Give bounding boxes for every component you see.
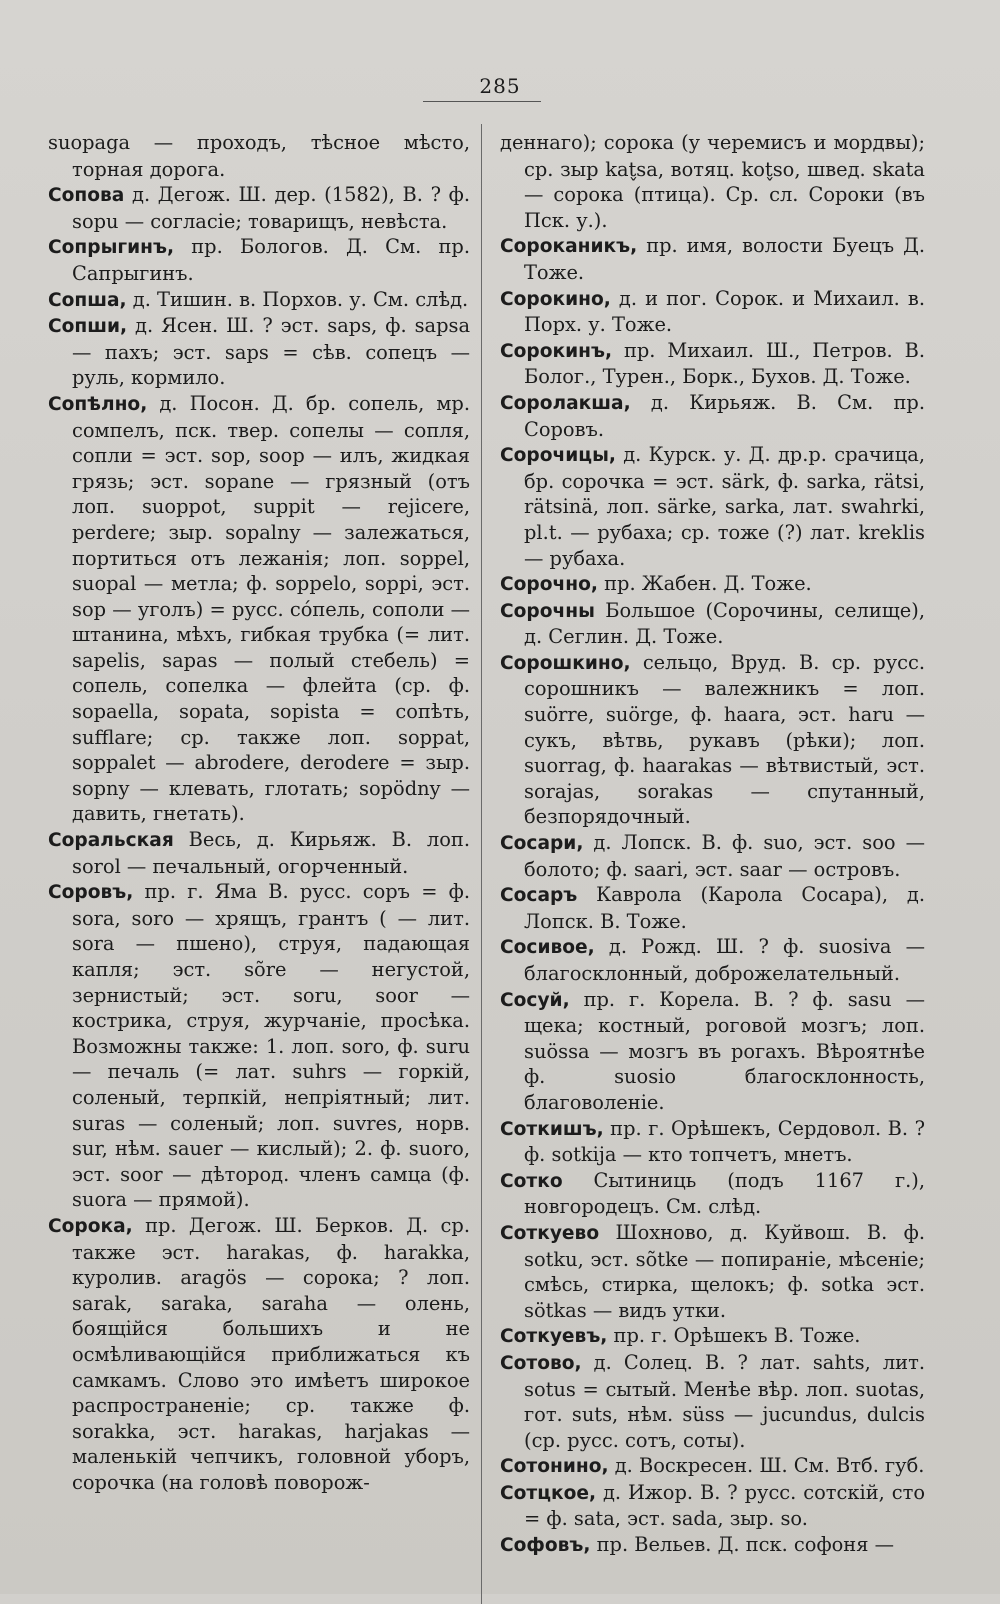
entry-text: suopaga — проходъ, тѣсное мѣсто, торная дорога. bbox=[48, 131, 470, 181]
dictionary-entry bbox=[500, 1350, 925, 1453]
entry-text: д. Курск. у. Д. др.р. срачица, бр. сорочка = эст. särk, ф. sarka, rätsi, rätsinä, лоп. särke, sarka, лат. swahrki, pl.t. — рубаха; ср. тоже (?) лат. kreklis — рубаха. bbox=[524, 443, 925, 570]
entry-text: д. Ясен. Ш. ? эст. saps, ф. sapsa — пахъ; эст. saps = сѣв. сопецъ — руль, кормило. bbox=[72, 314, 470, 390]
dictionary-entry bbox=[500, 286, 925, 338]
entry-headword: Соткуево bbox=[500, 1222, 600, 1244]
entry-headword: Соткуевъ, bbox=[500, 1326, 608, 1348]
dictionary-entry bbox=[500, 130, 925, 233]
entry-text: пр. г. Корела. В. ? ф. sasu — щека; костный, роговой мозгъ; лоп. suössa — мозгъ въ рогахъ. Вѣроятнѣе ф. suosio благосклонность, благоволеніе. bbox=[524, 987, 925, 1114]
dictionary-entry bbox=[500, 830, 925, 882]
entry-headword: Сорошкино, bbox=[500, 652, 631, 674]
entry-text: д. Солец. В. ? лат. sahts, лит. sotus = сытый. Менѣе вѣр. лоп. suotas, гот. suts, нѣм. süss — jucundus, dulcis (ср. русс. сотъ, соты). bbox=[524, 1350, 925, 1452]
entry-headword: Сопша, bbox=[48, 289, 127, 311]
dictionary-entry bbox=[500, 1480, 925, 1532]
entry-text: пр. г. Орѣшекъ, Сердовол. В. ? ф. sotkija — кто топчетъ, мнетъ. bbox=[524, 1116, 925, 1167]
entry-headword: Сосуй, bbox=[500, 989, 570, 1011]
entry-headword: Сорочицы, bbox=[500, 445, 616, 467]
entry-text: Большое (Сорочины, селище), д. Сеглин. Д. Тоже. bbox=[524, 598, 925, 649]
entry-text: д. Воскресен. Ш. См. Втб. губ. bbox=[608, 1454, 925, 1478]
entry-headword: Сорокинъ, bbox=[500, 340, 613, 362]
entry-text: д. Лопск. В. ф. suo, эст. soo — болото; ф. saari, эст. saar — островъ. bbox=[524, 831, 925, 881]
entry-headword: Сосари, bbox=[500, 833, 584, 855]
entry-headword: Сосаръ bbox=[500, 885, 578, 907]
entry-text: пр. Жабен. Д. Тоже. bbox=[597, 572, 812, 596]
dictionary-entry bbox=[48, 234, 470, 286]
entry-headword: Сотово, bbox=[500, 1352, 582, 1374]
entry-headword: Софовъ, bbox=[500, 1535, 591, 1557]
entry-headword: Соровъ, bbox=[48, 882, 134, 904]
dictionary-entry bbox=[48, 827, 470, 879]
entry-text: д. Ижор. В. ? русс. сотскій, сто = ф. sata, эст. sada, зыр. so. bbox=[524, 1480, 925, 1531]
entry-text: пр. имя, волости Буецъ Д. Тоже. bbox=[524, 234, 925, 284]
entry-text: пр. Михаил. Ш., Петров. В. Болог., Турен., Борк., Бухов. Д. Тоже. bbox=[524, 338, 925, 389]
column-divider bbox=[481, 124, 482, 1604]
dictionary-entry bbox=[500, 1220, 925, 1323]
entry-text: Каврола (Карола Сосара), д. Лопск. В. Тоже. bbox=[524, 883, 925, 933]
dictionary-entry bbox=[48, 1213, 470, 1496]
entry-text: Шохново, д. Куйвош. В. ф. sotku, эст. sõtke — попираніе, мѣсеніе; смѣсь, стирка, щелокъ; ф. sotka эст. sötkas — видъ утки. bbox=[524, 1220, 925, 1322]
dictionary-entry bbox=[500, 571, 925, 598]
entry-text: пр. г. Яма В. русс. соръ = ф. sora, soro — хрящъ, грантъ ( — лит. sora — пшено), струя, падающая капля; эст. sõre — негустой, зернистый; эст. soru, soor — кострика, струя, журчаніе, просѣка. Возможны также: 1. лоп. soro, ф. suru — печаль (= лат. suhrs — горкій, соленый, терпкій, непріятный; лит. suras — соленый; лоп. suvres, норв. sur, нѣм. sauer — кислый); 2. ф. suoro, эст. soor — дѣтород. членъ самца (ф. suora — прямой). bbox=[72, 880, 470, 1212]
entry-text: д. Дегож. Ш. дер. (1582), В. ? ф. sopu — согласіе; товарищъ, невѣста. bbox=[72, 183, 470, 233]
entry-text: пр. г. Орѣшекъ В. Тоже. bbox=[607, 1324, 861, 1348]
dictionary-entry bbox=[500, 1453, 925, 1480]
right-column bbox=[500, 130, 925, 1559]
entry-headword: Сорочно, bbox=[500, 574, 598, 596]
dictionary-entry bbox=[48, 182, 470, 234]
dictionary-entry bbox=[500, 1532, 925, 1559]
entry-text: д. и пог. Сорок. и Михаил. в. Порх. у. Тоже. bbox=[524, 286, 925, 337]
dictionary-entry bbox=[48, 287, 470, 314]
entry-headword: Сотцкое, bbox=[500, 1482, 597, 1504]
entry-headword: Сороканикъ, bbox=[500, 236, 638, 258]
entry-headword: Сопрыгинъ, bbox=[48, 237, 175, 259]
entry-headword: Соткишъ, bbox=[500, 1118, 604, 1140]
entry-text: пр. Дегож. Ш. Берков. Д. ср. также эст. harakas, ф. harakka, куролив. aragös — сорока; ? лоп. sarak, saraka, saraha — олень, боящійся большихъ и не осмѣливающійся приближаться къ самкамъ. Слово это имѣетъ широкое распространеніе; ср. также ф. sorakka, эст. harakas, harjakas — маленькій чепчикъ, головной уборъ, сорочка (на головѣ поворож- bbox=[72, 1213, 470, 1494]
entry-text: деннаго); сорока (у черемисъ и мордвы); ср. зыр kat̬sa, вотяц. kot̬so, швед. skata — сорока (птица). Ср. сл. Сороки (въ Пск. у.). bbox=[500, 131, 925, 232]
dictionary-entry bbox=[500, 598, 925, 650]
entry-text: пр. Бологов. Д. См. пр. Сапрыгинъ. bbox=[72, 235, 470, 285]
entry-headword: Сопѣлно, bbox=[48, 393, 148, 415]
dictionary-entry bbox=[500, 882, 925, 934]
dictionary-entry bbox=[500, 338, 925, 390]
dictionary-entry bbox=[48, 130, 470, 182]
entry-text: д. Рожд. Ш. ? ф. suosiva — благосклонный, доброжелательный. bbox=[524, 935, 925, 985]
entry-text: пр. Вельев. Д. пск. софоня — bbox=[590, 1533, 895, 1557]
entry-headword: Сотко bbox=[500, 1170, 563, 1192]
header-rule bbox=[423, 101, 541, 102]
dictionary-entry bbox=[500, 934, 925, 986]
dictionary-entry bbox=[500, 442, 925, 571]
entry-text: д. Кирьяж. В. См. пр. Соровъ. bbox=[524, 390, 925, 441]
entry-text: Весь, д. Кирьяж. В. лоп. sorol — печальный, огорченный. bbox=[72, 828, 470, 878]
entry-text: Сытиниць (подъ 1167 г.), новгородецъ. См. слѣд. bbox=[524, 1168, 925, 1219]
dictionary-entry bbox=[500, 1116, 925, 1168]
entry-text: сельцо, Вруд. В. ср. русс. сорошникъ — валежникъ = лоп. suörre, suörge, ф. haara, эст. haru — сукъ, вѣтвь, рукавъ (рѣки); лоп. suorrag, ф. haarakas — вѣтвистый, эст. sorajas, sorakas — спутанный, безпорядочный. bbox=[524, 650, 925, 829]
entry-headword: Сосивое, bbox=[500, 937, 595, 959]
dictionary-entry bbox=[48, 313, 470, 391]
dictionary-entry bbox=[500, 233, 925, 285]
dictionary-entry bbox=[48, 391, 470, 827]
entry-headword: Сотонино, bbox=[500, 1456, 609, 1478]
entry-headword: Сорокино, bbox=[500, 288, 611, 310]
entry-headword: Сопши, bbox=[48, 316, 128, 338]
entry-headword: Сорока, bbox=[48, 1215, 133, 1237]
dictionary-entry bbox=[500, 1323, 925, 1350]
dictionary-entry bbox=[48, 879, 470, 1213]
entry-headword: Сопова bbox=[48, 185, 125, 207]
entry-headword: Соральская bbox=[48, 830, 174, 852]
dictionary-entry bbox=[500, 390, 925, 442]
entry-headword: Соролакша, bbox=[500, 392, 631, 414]
entry-headword: Сорочны bbox=[500, 600, 595, 622]
dictionary-entry bbox=[500, 1168, 925, 1220]
entry-text: д. Тишин. в. Порхов. у. См. слѣд. bbox=[126, 287, 469, 311]
page-number: 285 bbox=[479, 74, 521, 98]
left-column bbox=[48, 130, 470, 1495]
entry-text: д. Посон. Д. бр. сопель, мр. сомпелъ, пск. твер. сопелы — сопля, сопли = эст. sop, soop — илъ, жидкая грязь; эст. sopane — грязный (отъ лоп. suoppot, suppit — rejicere, perdere; зыр. sopalny — залежаться, портиться отъ лежанія; лоп. soppel, suopal — метла; ф. soppelo, soppi, эст. sop — уголъ) = русс. сóпель, сополи — штанина, мѣхъ, гибкая трубка (= лит. sapelis, sapas — полый стебель) = сопель, сопелка — флейта (ср. ф. sopaella, sopata, sopista = сопѣть, sufflare; ср. также лоп. soppat, soppalet — abrodere, derodere = зыр. sopny — клевать, глотать; sopödny — давить, гнетать). bbox=[72, 391, 470, 826]
dictionary-entry bbox=[500, 987, 925, 1116]
dictionary-entry bbox=[500, 650, 925, 830]
